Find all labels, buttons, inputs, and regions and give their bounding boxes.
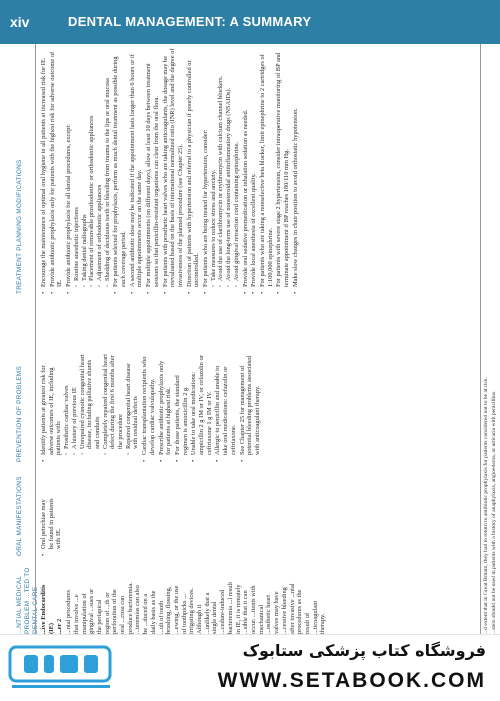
list-item (202, 44, 241, 294)
sub-list-item: ◦ Prosthetic cardiac valves (63, 354, 71, 455)
list-item: • Make slow changes in chair position to avoid orthostatic hypotension. (292, 44, 300, 294)
list-item: • For patients selected for prophylaxis, perform as much dental treatment as possible during each coverage period. (112, 44, 127, 294)
list-item-text: Provide antibiotic prophylaxis for all dental procedures, except: (65, 124, 73, 287)
list-item-text: Identify patients at greatest risk for adverse outcomes of IE, including patients with: (40, 365, 63, 455)
footnote-1: ...d extent that in Great Britain, they had to return to antibiotic prophylaxis for patients considered not to be at risk. (483, 377, 489, 634)
sub-list-item: ◦ Avoid gingival retraction cord containing epinephrine. (233, 44, 241, 287)
list-item: • Cardiac transplantation recipients who develop cardiac valvulopathy. (141, 354, 156, 462)
list-item-text: For patients who are being treated for hypertension, consider: (202, 129, 210, 287)
table-header (16, 44, 39, 634)
page-number: xiv (10, 14, 30, 30)
section-chapter: ...er 2 (56, 618, 64, 634)
sub-list-item: ◦ Routine anesthetic injections (73, 44, 81, 287)
column-treatment-planning (40, 44, 301, 294)
sub-list-item: ◦ Unrepaired cyanotic congenital heart disease, including palliative shunts and conduits (79, 354, 102, 455)
footnote-rule (480, 44, 481, 634)
brand-name-persian: فروشگاه کتاب پزشکی ستابوک (242, 641, 486, 660)
list-item: • For patients who are taking a nonselective beta blocker, limit epinephrine to 2 cartridges of 1:100,000 epinephrine. (259, 44, 274, 294)
column-prevention (40, 354, 263, 462)
list-item: • Unable to take oral medications: ampicillin 2 g IM or IV, or cefazolin or ceftriaxone 1 g IM or IV. (190, 354, 213, 462)
column-oral-manifestations (40, 494, 64, 556)
section-title: ...ive Endocarditis (IE) (40, 584, 55, 634)
list-item: • A second antibiotic dose may be indicated if the appointment lasts longer than 6 hours or if multiple appointments occur on the same day. (129, 44, 144, 294)
publisher-footer (0, 634, 500, 701)
list-item: • For patients with severe stage 2 hypertension, consider intraoperative monitoring of BP and terminate appointment if BP reaches 180/110 mm Hg. (275, 44, 290, 294)
sub-list-item: ◦ Placement of removable prosthodontic or orthodontic appliances (88, 44, 96, 287)
header-treatment-planning: TREATMENT PLANNING MODIFICATIONS (16, 159, 23, 294)
sub-list-item: ◦ Adjustment of orthodontic appliances (96, 44, 104, 287)
list-item: • For multiple appointments (on different days), allow at least 10 days between treatment sessions so that penicillin-resistant organisms can clear from the oral flora. (145, 44, 160, 294)
header-rule (35, 44, 36, 634)
running-header (0, 0, 500, 44)
rotated-table (0, 44, 500, 634)
sub-list-item: ◦ Avoid the use of clarithromycin or erythromycin with calcium channel blockers. (217, 44, 225, 287)
sub-list-item: ◦ Shedding of deciduous teeth or bleeding from trauma to the lips or oral mucosa (104, 44, 112, 287)
list-item: • Provide local anesthesia of excellent quality. (250, 44, 258, 294)
list-item: • Allergic to penicillin and unable to take oral medications: cefazolin or ceftriaxone. (214, 354, 237, 462)
brand-url[interactable]: WWW.SETABOOK.COM (217, 669, 486, 692)
list-item: • Oral petechiae may be found in patients with IE. (40, 494, 63, 556)
sub-list-item: ◦ Completely repaired congenital heart defect during the first 6 months after the procedure (102, 354, 125, 455)
list-item (65, 44, 111, 294)
running-title: DENTAL MANAGEMENT: A SUMMARY (68, 14, 312, 29)
list-item: • Provide oral sedative premedication or inhalation sedation as needed. (242, 44, 250, 294)
list-item: • Direction of patients with hypertension and referral to a physician if poorly controlled or uncontrolled. (186, 44, 201, 294)
list-item: • For patients with prosthetic heart valves who are taking anticoagulants, the dosage may be reevaluated based on the basis of international normalized ratio (INR) level and the degree of invasiveness of the planned procedure (see Chapter 25). (162, 44, 185, 294)
sub-list-item: ◦ Take measures to reduce stress and anxiety. (210, 44, 218, 287)
column-medical-problem (40, 582, 328, 634)
list-item: • See Chapter 25 for management of potential bleeding problems associated with anticoagulant therapy. (239, 354, 262, 462)
header-prevention: PREVENTION OF PROBLEMS (16, 365, 23, 462)
header-medical-problem: ...NTIAL MEDICAL PROBLEM ...TED TO DENTAL CARE (16, 567, 39, 634)
medical-problem-text: ...ntal procedures that involve ...e manipulation of gingival ...sues or the periapical region of ...th or perforation of the oral ...cosa can produce bacteremia. ...teremias can also be ...duced on a daily basis as the ...ult of tooth brushing, flossing, ...ewing, or the use of toothpicks ... irrigating devices. Although it ...unlikely that a single dental ...cedure-induced bacteremia ...l result in IE, it is remotely ...sible that it can occur. ...tients with mechanical ...osthetic heart valves may have ...cessive bleeding after invasive ...ntal procedures as the result of ...ticoagulant therapy. (65, 582, 327, 634)
sub-list-item: ◦ Avoid the long-term use of nonsteroidal antiinflammatory drugs (NSAIDs). (225, 44, 233, 287)
list-item: • Prescribe antibiotic prophylaxis only for patients at highest risk. (158, 354, 173, 462)
list-item: • Encourage the maintenance of optimal oral hygiene in all patients at increased risk for IE. (40, 44, 48, 294)
sub-list-item: ◦ Repaired congenital heart disease with residual defects (125, 354, 140, 455)
header-oral-manifestations: ORAL MANIFESTATIONS (16, 476, 23, 556)
list-item: • For those patients, the standard regimen is amoxicillin 2 g. (174, 354, 189, 462)
setabook-logo-icon (8, 643, 120, 695)
list-item: • Provide antibiotic prophylaxis only for patients with the highest risk for adverse outcome of IE. (49, 44, 64, 294)
sub-list-item: ◦ Taking dental radiographs (81, 44, 89, 287)
footnote-2: ...stem should not be used in patients with a history of anaphylaxis, angioedema, or urticaria with penicillins. (491, 390, 497, 634)
sub-list-item: ◦ A history of previous IE (71, 354, 79, 455)
list-item (40, 354, 140, 462)
